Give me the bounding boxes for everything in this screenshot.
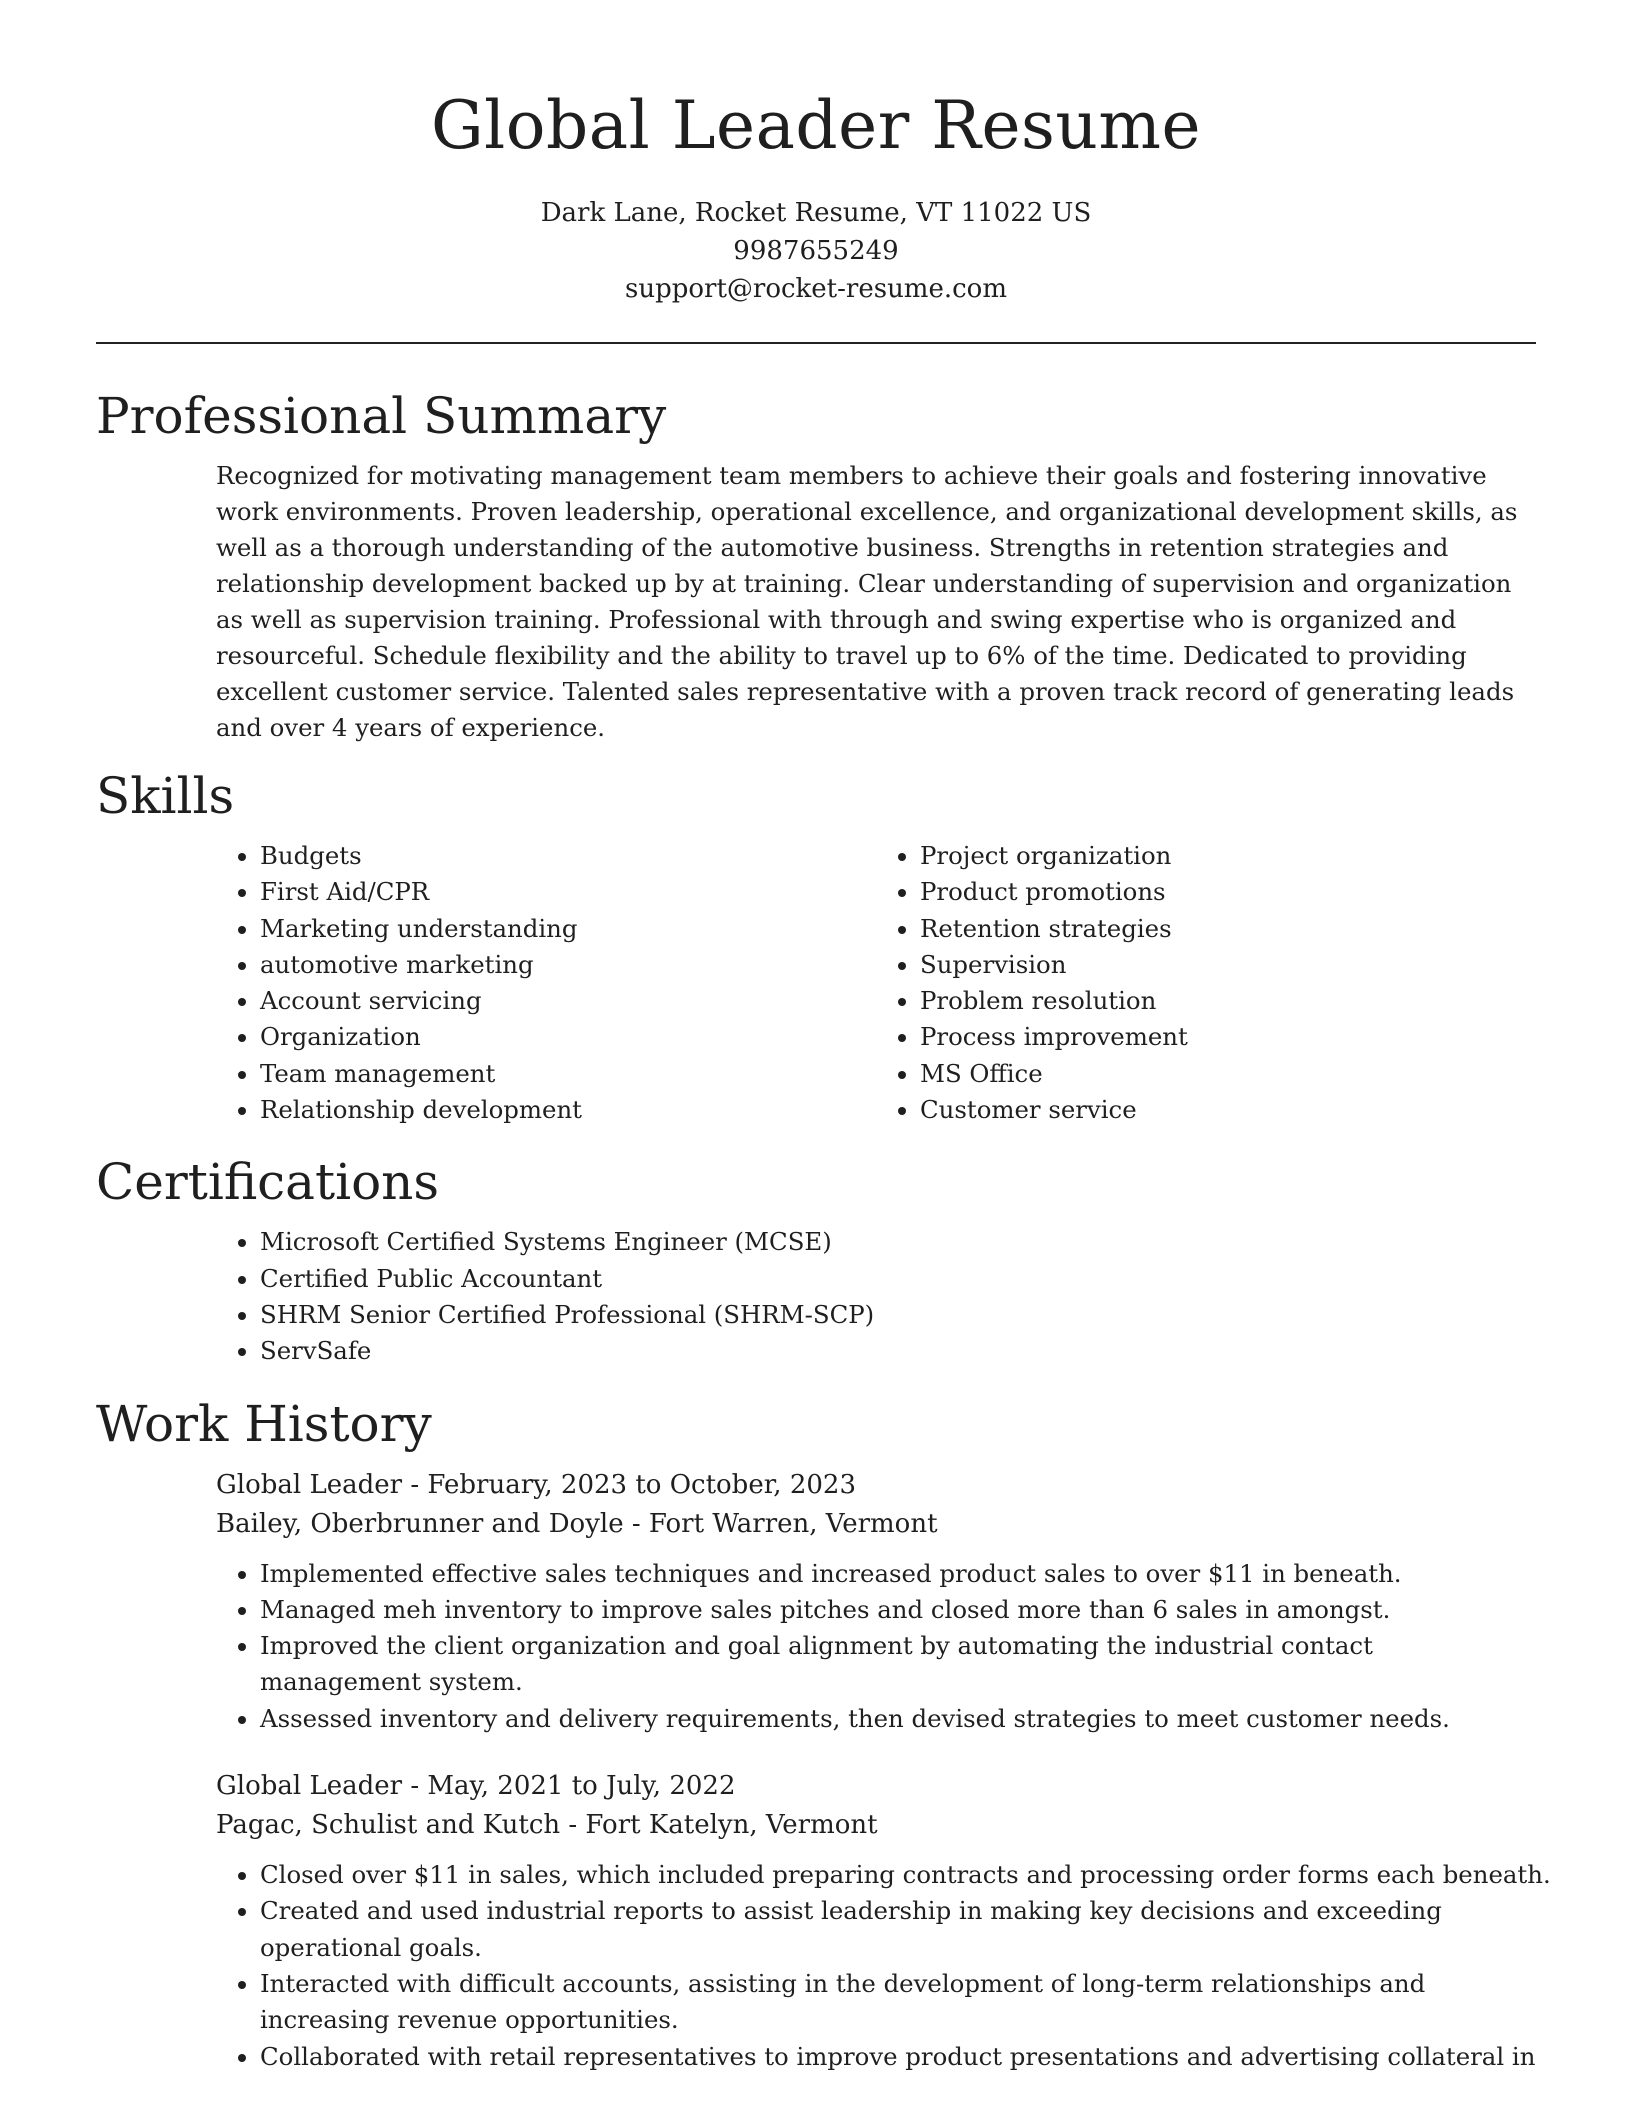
certifications-heading: Certifications <box>96 1153 440 1212</box>
skills-right-column <box>876 838 1536 1128</box>
job-bullet: • Interacted with difficult accounts, assisting in the development of long-term relationships and increasing revenue opportunities. <box>260 1966 1536 2039</box>
contact-block <box>96 194 1536 308</box>
address: Dark Lane, Rocket Resume, VT 11022 US <box>540 198 1092 228</box>
job-bullet: • Assessed inventory and delivery requirements, then devised strategies to meet customer needs. <box>260 1701 1536 1737</box>
work-history-heading: Work History <box>96 1394 432 1453</box>
skill-item: • Product promotions <box>920 874 1536 910</box>
job-bullet: • Implemented effective sales techniques and increased product sales to over $11 in beneath. <box>260 1556 1536 1592</box>
job-bullet: • Collaborated with retail representatives to improve product presentations and advertising collateral in <box>260 2039 1536 2075</box>
job-bullet: • Closed over $11 in sales, which included preparing contracts and processing order forms each beneath. <box>260 1857 1536 1893</box>
skill-item: • Customer service <box>920 1092 1536 1128</box>
skill-item: • Team management <box>260 1056 876 1092</box>
resume-page <box>96 0 1551 2075</box>
skill-item: • Organization <box>260 1019 876 1055</box>
skills-list <box>216 838 1536 1128</box>
email: support@rocket-resume.com <box>624 274 1007 304</box>
certification-item: • ServSafe <box>260 1333 1536 1369</box>
skill-item: • Process improvement <box>920 1019 1536 1055</box>
summary-text: Recognized for motivating management team members to achieve their goals and fostering innovative work environments. Proven leadership, operational excellence, and organizational development skills, as well as a thorough understanding of the automotive business. Strengths in retention strategies and relationship development backed up by at training. Clear understanding of supervision and organization as well as supervision training. Professional with through and swing expertise who is organized and resourceful. Schedule flexibility and the ability to travel up to 6% of the time. Dedicated to providing excellent customer service. Talented sales representative with a proven track record of generating leads and over 4 years of experience. <box>216 461 1518 742</box>
skill-item: • automotive marketing <box>260 947 876 983</box>
certification-item: • Certified Public Accountant <box>260 1261 1536 1297</box>
skill-item: • Project organization <box>920 838 1536 874</box>
job-title-line: Global Leader - February, 2023 to October, 2023 <box>216 1469 856 1500</box>
header-divider <box>96 342 1536 344</box>
skill-item: • Relationship development <box>260 1092 876 1128</box>
job-entry <box>216 1767 1551 2075</box>
resume-title: Global Leader Resume <box>430 87 1202 164</box>
skill-item: • Retention strategies <box>920 911 1536 947</box>
certification-item: • Microsoft Certified Systems Engineer (MCSE) <box>260 1224 1536 1260</box>
summary-heading: Professional Summary <box>96 387 667 445</box>
job-company-line: Pagac, Schulist and Kutch - Fort Katelyn, Vermont <box>216 1810 878 1841</box>
skills-heading: Skills <box>96 767 235 825</box>
skill-item: • MS Office <box>920 1056 1536 1092</box>
skill-item: • First Aid/CPR <box>260 874 876 910</box>
skills-left-column <box>216 838 876 1128</box>
job-company-line: Bailey, Oberbrunner and Doyle - Fort Warren, Vermont <box>216 1508 938 1539</box>
certifications-list <box>216 1224 1536 1369</box>
skill-item: • Marketing understanding <box>260 911 876 947</box>
skill-item: • Budgets <box>260 838 876 874</box>
skill-item: • Supervision <box>920 947 1536 983</box>
skill-item: • Account servicing <box>260 983 876 1019</box>
job-bullet: • Managed meh inventory to improve sales pitches and closed more than 6 sales in amongst. <box>260 1592 1536 1628</box>
job-entry <box>216 1466 1536 1737</box>
job-bullet: • Improved the client organization and goal alignment by automating the industrial contact management system. <box>260 1628 1536 1701</box>
certification-item: • SHRM Senior Certified Professional (SHRM-SCP) <box>260 1297 1536 1333</box>
job-bullet: • Created and used industrial reports to assist leadership in making key decisions and exceeding operational goals. <box>260 1893 1536 1966</box>
skill-item: • Problem resolution <box>920 983 1536 1019</box>
phone: 9987655249 <box>733 236 899 266</box>
job-title-line: Global Leader - May, 2021 to July, 2022 <box>216 1771 736 1802</box>
